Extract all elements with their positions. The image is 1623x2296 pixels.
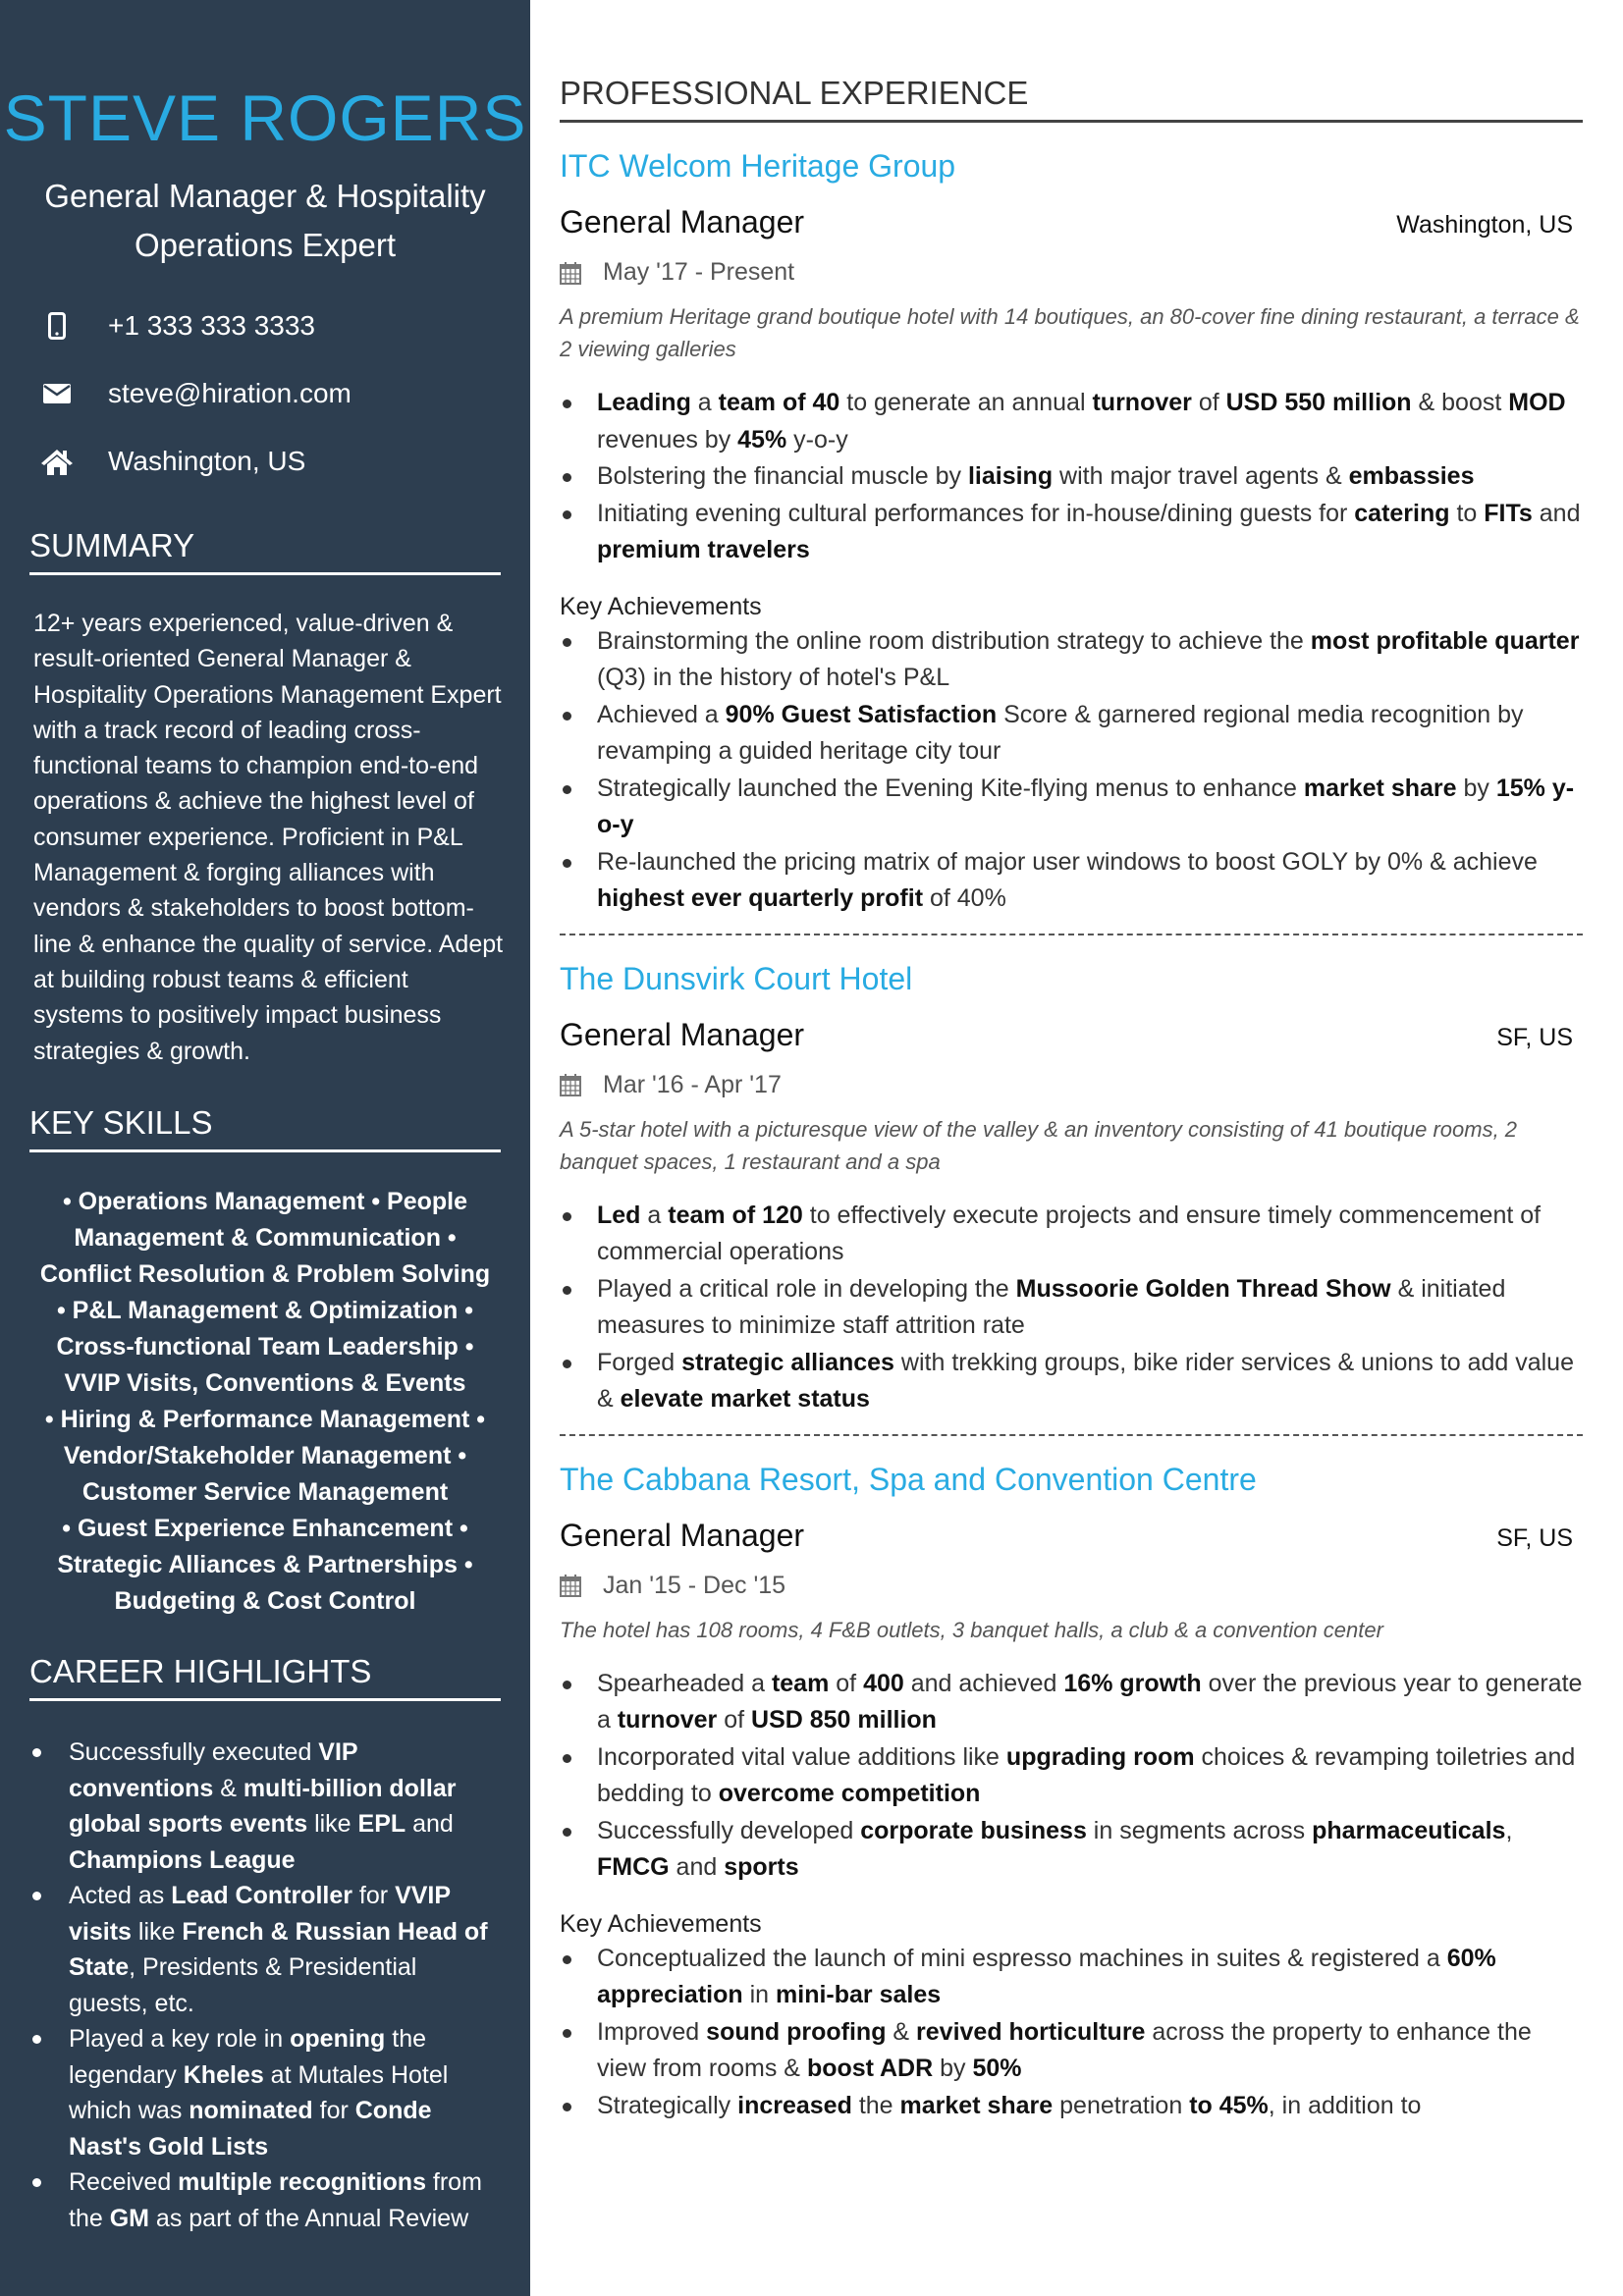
- responsibility-item: [560, 1271, 1583, 1345]
- contact-phone: [37, 310, 315, 342]
- job-dates: [560, 1071, 1583, 1099]
- text-segment: the legendary: [69, 2025, 427, 2089]
- text-segment: 15% y-o-y: [597, 774, 1575, 838]
- career-highlights-heading: CAREER HIGHLIGHTS: [29, 1653, 501, 1701]
- company-name: The Dunsvirk Court Hotel: [560, 960, 913, 996]
- company-description: A 5-star hotel with a picturesque view of the valley & an inventory consisting of 41 boutique rooms, 2 banquet spaces, 1 restaurant and a spa: [560, 1116, 1518, 1174]
- skill-group: • Operations Management • People Management & Communication • Conflict Resolution & Problem Solving: [39, 1188, 491, 1288]
- job-dates: [560, 258, 1583, 287]
- highlight-item: [29, 1878, 501, 2021]
- key-achievements-heading: Key Achievements: [560, 1909, 762, 1938]
- text-segment: Conceptualized the launch of mini espresso machines in suites & registered a: [597, 1944, 1447, 1972]
- responsibility-item: [560, 496, 1583, 569]
- text-segment: nominated: [189, 2097, 313, 2124]
- text-segment: for: [352, 1882, 396, 1909]
- calendar-icon: [560, 1574, 581, 1597]
- responsibility-list: [560, 1666, 1583, 1887]
- text-segment: highest ever quarterly profit: [597, 884, 924, 912]
- text-segment: and: [406, 1810, 454, 1838]
- text-segment: and achieved: [903, 1669, 1064, 1697]
- responsibility-list: [560, 385, 1583, 569]
- text-segment: market share: [1303, 774, 1457, 802]
- text-segment: USD 550 million: [1225, 389, 1412, 416]
- text-segment: MOD: [1508, 389, 1566, 416]
- text-segment: 16% growth: [1063, 1669, 1202, 1697]
- text-segment: GM: [109, 2204, 149, 2232]
- achievement-item: [560, 844, 1583, 918]
- text-segment: strategic alliances: [681, 1348, 894, 1376]
- text-segment: in segments across: [1086, 1816, 1313, 1844]
- text-segment: Improved: [597, 2017, 707, 2046]
- text-segment: turnover: [617, 1706, 718, 1734]
- text-segment: & initiated measures to minimize staff attrition rate: [597, 1274, 1506, 1339]
- text-segment: FITs: [1484, 499, 1533, 527]
- text-segment: team of 40: [718, 389, 840, 416]
- text-segment: over the previous year to generate a: [597, 1669, 1583, 1734]
- responsibility-item: [560, 1813, 1583, 1887]
- highlight-item: [29, 1735, 501, 1878]
- text-segment: multi-billion dollar global sports events: [69, 1774, 457, 1838]
- text-segment: multiple recognitions: [178, 2168, 426, 2196]
- text-segment: ,: [1505, 1816, 1513, 1844]
- text-segment: to 45%: [1189, 2091, 1269, 2119]
- text-segment: team of 120: [668, 1201, 803, 1229]
- text-segment: 50%: [972, 2055, 1022, 2082]
- job-location: SF, US: [1496, 1023, 1573, 1051]
- phone-number: +1 333 333 3333: [108, 310, 315, 341]
- text-segment: and: [1532, 499, 1581, 527]
- home-icon: [37, 448, 77, 475]
- text-segment: of: [717, 1706, 752, 1734]
- text-segment: most profitable quarter: [1310, 626, 1580, 655]
- achievement-list: [560, 623, 1583, 918]
- achievement-item: [560, 771, 1583, 844]
- text-segment: elevate market status: [620, 1385, 870, 1413]
- text-segment: Achieved a: [597, 700, 726, 728]
- text-segment: Played a critical role in developing the: [597, 1274, 1016, 1303]
- achievement-item: [560, 2088, 1583, 2125]
- text-segment: Incorporated vital value additions like: [597, 1742, 1006, 1771]
- key-skills-heading: KEY SKILLS: [29, 1104, 501, 1152]
- job-location: Washington, US: [1396, 211, 1573, 239]
- text-segment: increased: [737, 2091, 852, 2119]
- envelope-icon: [37, 384, 77, 403]
- contact-location: [37, 446, 305, 477]
- calendar-icon: [560, 261, 581, 285]
- text-segment: pharmaceuticals: [1312, 1816, 1506, 1844]
- text-segment: Bolstering the financial muscle by: [597, 462, 968, 490]
- text-segment: Forged: [597, 1348, 682, 1376]
- skill-group: • P&L Management & Optimization • Cross-functional Team Leadership • VVIP Visits, Conventions & Events: [56, 1297, 474, 1397]
- text-segment: liaising: [967, 462, 1054, 490]
- text-segment: &: [886, 2017, 917, 2046]
- text-segment: from the: [69, 2168, 482, 2232]
- experience-heading: PROFESSIONAL EXPERIENCE: [560, 75, 1583, 123]
- text-segment: team: [771, 1669, 830, 1697]
- text-segment: with trekking groups, bike rider services & unions to add value &: [597, 1348, 1574, 1413]
- sidebar: [0, 0, 530, 2296]
- contact-email: [37, 378, 352, 409]
- job-entry: [560, 961, 1583, 1436]
- text-segment: 400: [863, 1669, 904, 1697]
- text-segment: Lead Controller: [171, 1882, 352, 1909]
- responsibility-item: [560, 1666, 1583, 1739]
- text-segment: in: [742, 1981, 777, 2008]
- main-content: [560, 0, 1583, 2140]
- text-segment: market share: [899, 2091, 1054, 2119]
- experience-list: [560, 148, 1583, 2140]
- skill-group: • Guest Experience Enhancement • Strategic Alliances & Partnerships • Budgeting & Cost Control: [57, 1515, 473, 1615]
- candidate-title: [0, 172, 530, 270]
- text-segment: mini-bar sales: [776, 1981, 942, 2008]
- title-line-1: General Manager & Hospitality: [44, 178, 486, 214]
- phone-icon: [37, 312, 77, 340]
- text-segment: for: [312, 2097, 355, 2124]
- text-segment: to: [1449, 499, 1485, 527]
- company-name: ITC Welcom Heritage Group: [560, 148, 956, 184]
- text-segment: Acted as: [69, 1882, 172, 1909]
- company-description: A premium Heritage grand boutique hotel with 14 boutiques, an 80-cover fine dining restaurant, a terrace & 2 viewing galleries: [560, 304, 1580, 361]
- title-line-2: Operations Expert: [135, 227, 396, 263]
- text-segment: EPL: [357, 1810, 406, 1838]
- text-segment: as part of the Annual Review: [148, 2204, 469, 2232]
- text-segment: revenues by: [597, 425, 738, 454]
- text-segment: boost ADR: [806, 2055, 934, 2082]
- email-address: steve@hiration.com: [108, 378, 352, 408]
- achievement-item: [560, 697, 1583, 771]
- achievement-item: [560, 2014, 1583, 2088]
- text-segment: upgrading room: [1005, 1742, 1195, 1771]
- job-dates: [560, 1572, 1583, 1600]
- text-segment: VVIP visits: [69, 1882, 451, 1946]
- text-segment: sports: [724, 1853, 799, 1881]
- text-segment: Spearheaded a: [597, 1669, 772, 1697]
- achievement-list: [560, 1941, 1583, 2125]
- text-segment: Successfully developed: [597, 1816, 861, 1844]
- text-segment: overcome competition: [718, 1780, 981, 1807]
- text-segment: &: [213, 1774, 243, 1802]
- text-segment: Re-launched the pricing matrix of major user windows to boost GOLY by 0% & achieve: [597, 847, 1538, 876]
- text-segment: of 40%: [923, 884, 1006, 912]
- text-segment: Mussoorie Golden Thread Show: [1015, 1274, 1391, 1303]
- text-segment: at Mutales Hotel which was: [69, 2060, 449, 2124]
- career-highlights-list: [29, 1735, 501, 2236]
- text-segment: , Presidents & Presidential guests, etc.: [69, 1953, 417, 2017]
- text-segment: to generate an annual: [839, 389, 1093, 416]
- highlight-item: [29, 2021, 501, 2164]
- date-range: Jan '15 - Dec '15: [603, 1571, 786, 1599]
- company-description: The hotel has 108 rooms, 4 F&B outlets, 3 banquet halls, a club & a convention center: [560, 1617, 1383, 1642]
- text-segment: like: [131, 1917, 183, 1946]
- text-segment: & boost: [1411, 389, 1509, 416]
- location-text: Washington, US: [108, 446, 306, 476]
- text-segment: , in addition to: [1268, 2091, 1422, 2119]
- text-segment: premium travelers: [597, 536, 810, 563]
- text-segment: the: [851, 2091, 900, 2119]
- text-segment: revived horticulture: [916, 2017, 1146, 2046]
- text-segment: Played a key role in: [69, 2025, 291, 2053]
- summary-heading: SUMMARY: [29, 527, 501, 575]
- text-segment: Champions League: [69, 1845, 296, 1874]
- key-achievements-heading: Key Achievements: [560, 592, 762, 620]
- text-segment: Received: [69, 2168, 179, 2196]
- text-segment: Score & garnered regional media recognition by revamping a guided heritage city tour: [597, 700, 1524, 765]
- text-segment: embassies: [1348, 462, 1475, 490]
- responsibility-item: [560, 1739, 1583, 1813]
- text-segment: Leading: [597, 389, 691, 416]
- skill-group: • Hiring & Performance Management • Vendor/Stakeholder Management • Customer Service Management: [44, 1406, 486, 1506]
- text-segment: across the property to enhance the view from rooms &: [597, 2017, 1532, 2082]
- text-segment: Kheles: [183, 2060, 264, 2089]
- text-segment: Strategically: [597, 2091, 738, 2119]
- text-segment: Led: [597, 1201, 641, 1229]
- text-segment: (Q3) in the history of hotel's P&L: [597, 664, 950, 691]
- job-entry: [560, 148, 1583, 935]
- date-range: Mar '16 - Apr '17: [603, 1070, 782, 1098]
- text-segment: opening: [290, 2025, 386, 2053]
- text-segment: corporate business: [860, 1816, 1087, 1844]
- text-segment: to effectively execute projects and ensure timely commencement of commercial operations: [597, 1201, 1542, 1265]
- text-segment: with major travel agents &: [1053, 462, 1349, 490]
- text-segment: Conde Nast's Gold Lists: [69, 2097, 432, 2161]
- job-location: SF, US: [1496, 1523, 1573, 1552]
- text-segment: of: [1191, 389, 1226, 416]
- achievement-item: [560, 623, 1583, 697]
- text-segment: 60% appreciation: [597, 1944, 1496, 2008]
- text-segment: and: [669, 1853, 725, 1881]
- responsibility-item: [560, 458, 1583, 496]
- candidate-name: STEVE ROGERS: [3, 81, 527, 154]
- text-segment: turnover: [1092, 389, 1192, 416]
- text-segment: by: [933, 2055, 973, 2082]
- text-segment: USD 850 million: [751, 1706, 937, 1734]
- job-entry: [560, 1462, 1583, 2141]
- text-segment: catering: [1354, 499, 1450, 527]
- company-name: The Cabbana Resort, Spa and Convention Centre: [560, 1461, 1257, 1497]
- text-segment: choices & revamping toiletries and bedding to: [597, 1742, 1576, 1807]
- text-segment: 45%: [737, 425, 787, 454]
- job-role: General Manager: [560, 1016, 805, 1052]
- responsibility-list: [560, 1198, 1583, 1418]
- text-segment: a: [640, 1201, 669, 1229]
- job-role: General Manager: [560, 204, 805, 240]
- text-segment: French & Russian Head of State: [69, 1917, 488, 1981]
- responsibility-item: [560, 1345, 1583, 1418]
- text-segment: of: [829, 1669, 864, 1697]
- text-segment: penetration: [1053, 2091, 1190, 2119]
- highlight-item: [29, 2164, 501, 2236]
- text-segment: 90% Guest Satisfaction: [725, 700, 998, 728]
- text-segment: Brainstorming the online room distribution strategy to achieve the: [597, 626, 1311, 655]
- job-role: General Manager: [560, 1517, 805, 1553]
- responsibility-item: [560, 385, 1583, 458]
- key-skills-list: [29, 1184, 501, 1620]
- text-segment: Strategically launched the Evening Kite-flying menus to enhance: [597, 774, 1304, 802]
- text-segment: Successfully executed: [69, 1738, 319, 1766]
- responsibility-item: [560, 1198, 1583, 1271]
- text-segment: like: [307, 1810, 358, 1838]
- text-segment: sound proofing: [706, 2017, 887, 2046]
- text-segment: by: [1456, 774, 1496, 802]
- summary-text: 12+ years experienced, value-driven & result-oriented General Manager & Hospitality Operations Management Expert with a track record of leading cross-functional teams to champion end-to-end operations & achieve the highest level of consumer experience. Proficient in P&L Management & forging alliances with vendors & stakeholders to boost bottom-line & enhance the quality of service. Adept at building robust teams & efficient systems to positively impact business strategies & growth.: [33, 610, 504, 1065]
- calendar-icon: [560, 1073, 581, 1096]
- date-range: May '17 - Present: [603, 258, 795, 286]
- text-segment: a: [690, 389, 719, 416]
- text-segment: y-o-y: [786, 425, 848, 454]
- text-segment: Initiating evening cultural performances for in-house/dining guests for: [597, 499, 1355, 527]
- text-segment: FMCG: [597, 1853, 670, 1881]
- achievement-item: [560, 1941, 1583, 2014]
- text-segment: VIP conventions: [69, 1738, 358, 1802]
